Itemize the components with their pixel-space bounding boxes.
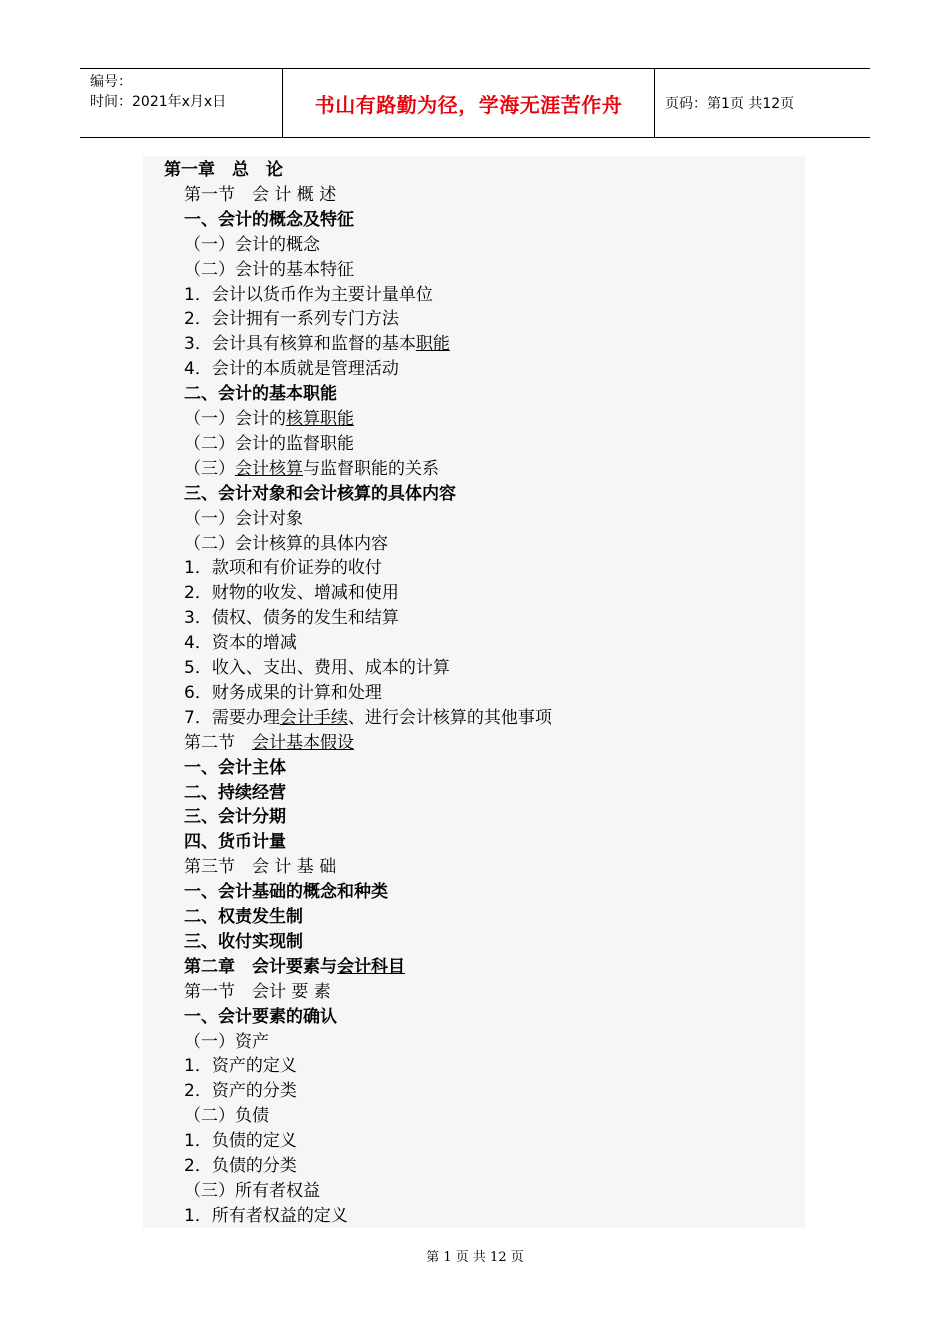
outline-line — [184, 980, 331, 1004]
line-text: （一）资产 — [184, 1031, 269, 1052]
outline-line — [184, 1104, 269, 1128]
outline-line — [184, 457, 439, 481]
page-header — [80, 68, 870, 138]
line-text: （二）会计的监督职能 — [184, 433, 354, 454]
outline-line — [184, 756, 286, 780]
underlined-term: 核算职能 — [286, 409, 354, 429]
outline-line — [184, 1030, 269, 1054]
line-text: （二）会计核算的具体内容 — [184, 533, 388, 554]
line-text: 四、货币计量 — [184, 832, 286, 853]
line-text: 二、权责发生制 — [184, 907, 303, 927]
line-text: 1．所有者权益的定义 — [184, 1205, 348, 1226]
outline-line — [184, 631, 297, 655]
header-motto: 书山有路勤为径，学海无涯苦作舟 — [282, 69, 655, 137]
outline-line — [184, 955, 405, 979]
line-text: 6．财务成果的计算和处理 — [184, 682, 382, 703]
outline-line — [184, 357, 399, 381]
outline-line — [184, 1154, 297, 1178]
outline-line — [184, 706, 552, 730]
line-text: 4．会计的本质就是管理活动 — [184, 359, 399, 380]
outline-line — [184, 556, 382, 580]
document-number-label: 编号： — [90, 74, 132, 90]
outline-line — [184, 233, 320, 257]
header-meta — [80, 69, 282, 137]
outline-line — [184, 258, 354, 282]
outline-line — [184, 1005, 337, 1029]
outline-line — [184, 781, 286, 805]
line-text: 第三节 会 计 基 础 — [184, 857, 337, 878]
outline-line — [184, 681, 382, 705]
line-text: 1．会计以货币作为主要计量单位 — [184, 284, 433, 305]
line-text: 三、会计对象和会计核算的具体内容 — [184, 483, 456, 504]
outline-line — [184, 432, 354, 456]
outline-line — [164, 158, 283, 182]
line-text: 第一章 总 论 — [164, 160, 283, 180]
outline-line — [184, 606, 399, 630]
outline-line — [184, 656, 450, 680]
outline-line — [184, 805, 286, 829]
underlined-term: 会计基本假设 — [252, 732, 354, 753]
outline-line — [184, 581, 399, 605]
line-text: 一、会计的概念及特征 — [184, 209, 354, 230]
line-text: 1．资产的定义 — [184, 1056, 297, 1077]
line-text: 3．债权、债务的发生和结算 — [184, 608, 399, 629]
outline-line — [184, 407, 354, 431]
document-date-label: 时间：2021年x月x日 — [90, 94, 227, 110]
line-text: 2．资产的分类 — [184, 1081, 297, 1102]
underlined-term: 会计手续 — [279, 707, 348, 728]
line-text: 2．会计拥有一系列专门方法 — [184, 309, 399, 330]
line-text: 2．财物的收发、增减和使用 — [184, 583, 399, 604]
outline-line — [184, 332, 450, 356]
outline-line — [184, 855, 336, 879]
line-text: 三、会计分期 — [184, 807, 286, 828]
outline-line — [184, 905, 303, 929]
outline-line — [184, 382, 337, 406]
line-text: （一）会计对象 — [184, 508, 303, 529]
line-text: 第二章 会计要素与 — [184, 956, 337, 977]
outline-line — [184, 283, 433, 307]
line-text: 一、会计基础的概念和种类 — [184, 882, 388, 903]
outline-line — [184, 208, 354, 232]
outline-line — [184, 1204, 348, 1228]
header-page-info: 页码：第1页 共12页 — [665, 96, 795, 112]
line-text: （一）会计的 — [184, 409, 286, 429]
outline-line — [184, 507, 303, 531]
outline-line — [184, 532, 388, 556]
outline-line — [184, 307, 399, 331]
line-text: 7．需要办理 — [184, 707, 280, 728]
underlined-term: 会计核算 — [235, 458, 303, 479]
outline-line — [184, 731, 354, 755]
outline-line — [184, 1079, 297, 1103]
outline-line — [184, 1179, 320, 1203]
underlined-term: 职能 — [415, 334, 450, 355]
line-text: 二、会计的基本职能 — [184, 384, 337, 405]
line-text: 与监督职能的关系 — [303, 458, 439, 479]
line-text: 5．收入、支出、费用、成本的计算 — [184, 658, 450, 678]
line-text: （三）所有者权益 — [184, 1180, 320, 1201]
outline-line — [184, 183, 336, 207]
line-text: 三、收付实现制 — [184, 931, 303, 952]
line-text: 3．会计具有核算和监督的基本 — [184, 334, 416, 355]
line-text: （三） — [184, 458, 235, 479]
line-text: 一、会计要素的确认 — [184, 1006, 337, 1027]
line-text: （二）负债 — [184, 1106, 269, 1127]
line-text: 2．负债的分类 — [184, 1156, 297, 1176]
line-text: 4．资本的增减 — [184, 633, 297, 654]
line-text: 第一节 会 计 概 述 — [184, 184, 337, 205]
line-text: 1．负债的定义 — [184, 1131, 297, 1152]
outline-line — [184, 930, 303, 954]
underlined-term: 会计科目 — [337, 956, 405, 977]
line-text: （一）会计的概念 — [184, 234, 320, 255]
line-text: 1．款项和有价证券的收付 — [184, 558, 382, 579]
line-text: 第二节 — [184, 732, 252, 753]
outline-line — [184, 880, 388, 904]
line-text: （二）会计的基本特征 — [184, 259, 354, 280]
line-text: 二、持续经营 — [184, 782, 286, 803]
line-text: 第一节 会计 要 素 — [184, 981, 331, 1002]
outline-line — [184, 830, 286, 854]
line-text: 、进行会计核算的其他事项 — [347, 707, 552, 728]
line-text: 一、会计主体 — [184, 757, 286, 778]
outline-line — [184, 1054, 297, 1078]
outline-line — [184, 1129, 297, 1153]
page-footer: 第 1 页 共 12 页 — [426, 1250, 524, 1265]
outline-line — [184, 482, 456, 506]
